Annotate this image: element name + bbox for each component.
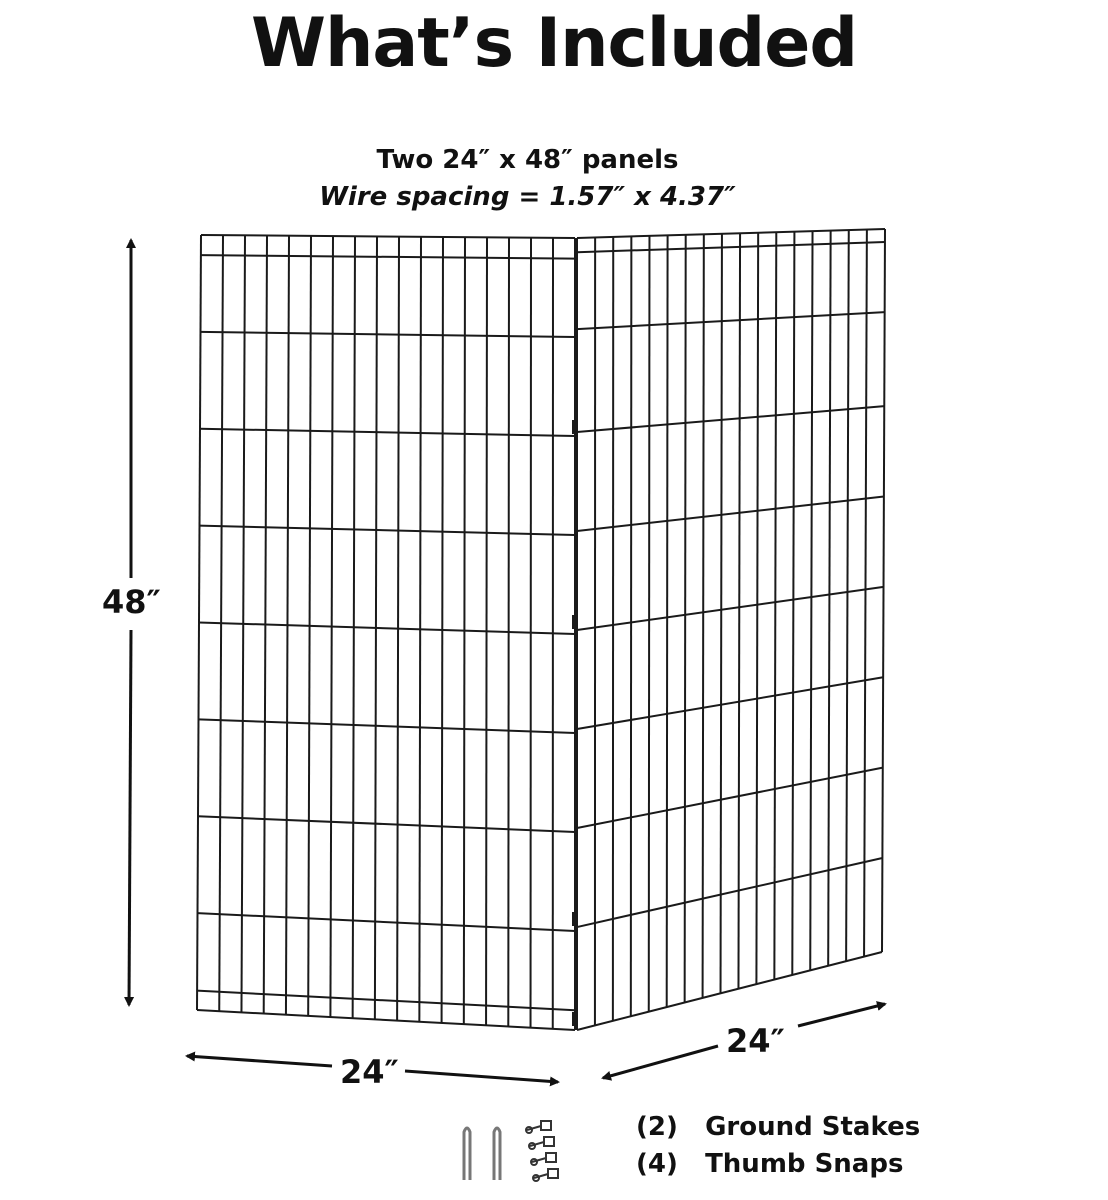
included-item-ground-stakes [636, 1110, 920, 1144]
horizontal-wire [198, 816, 575, 832]
horizontal-wire [201, 332, 576, 337]
height-arrow [129, 240, 131, 1005]
item-name: Thumb Snaps [705, 1149, 904, 1179]
height-dimension-label: 48″ [98, 582, 165, 622]
horizontal-wire [197, 1010, 575, 1030]
thumb-snaps-illustration [526, 1121, 558, 1181]
horizontal-wire [199, 719, 576, 733]
vertical-wire [828, 231, 830, 966]
vertical-wire [756, 233, 758, 984]
wire-spacing-caption: Wire spacing = 1.57″ x 4.37″ [319, 182, 736, 212]
horizontal-wire [577, 768, 883, 828]
vertical-wire [792, 232, 794, 975]
right-width-dimension-label: 24″ [722, 1021, 789, 1061]
vertical-wire [721, 234, 722, 994]
horizontal-wire [199, 623, 575, 635]
vertical-wire [649, 236, 650, 1012]
horizontal-wire [201, 235, 575, 238]
horizontal-wire [577, 242, 885, 252]
left-fence-panel [197, 235, 575, 1030]
vertical-wire [846, 230, 849, 961]
vertical-wire [667, 235, 668, 1007]
vertical-wire [882, 229, 885, 952]
vertical-wire [738, 233, 740, 988]
vertical-wire [864, 230, 867, 957]
horizontal-wire [577, 677, 883, 729]
horizontal-wire [198, 913, 576, 931]
panels-caption: Two 24″ x 48″ panels [376, 145, 679, 175]
vertical-wire [631, 236, 632, 1016]
right-fence-panel [577, 229, 885, 1030]
vertical-wire [810, 231, 812, 970]
included-item-thumb-snaps [636, 1147, 903, 1181]
vertical-wire [774, 232, 776, 979]
page-title: What’s Included [251, 4, 857, 83]
horizontal-wire [577, 312, 885, 329]
horizontal-wire [577, 497, 884, 532]
item-quantity: (2) [636, 1112, 678, 1142]
item-name: Ground Stakes [705, 1112, 921, 1142]
horizontal-wire [200, 429, 575, 436]
item-quantity: (4) [636, 1149, 678, 1179]
horizontal-wire [197, 991, 575, 1011]
horizontal-wire [201, 255, 575, 258]
horizontal-wire [577, 952, 882, 1030]
horizontal-wire [200, 526, 576, 535]
vertical-wire [685, 235, 686, 1003]
ground-stakes-illustration [464, 1128, 500, 1180]
horizontal-wire [577, 587, 884, 630]
horizontal-wire [577, 858, 882, 927]
left-width-dimension-label: 24″ [336, 1052, 403, 1092]
horizontal-wire [577, 406, 884, 432]
vertical-wire [703, 234, 704, 998]
horizontal-wire [577, 229, 885, 238]
